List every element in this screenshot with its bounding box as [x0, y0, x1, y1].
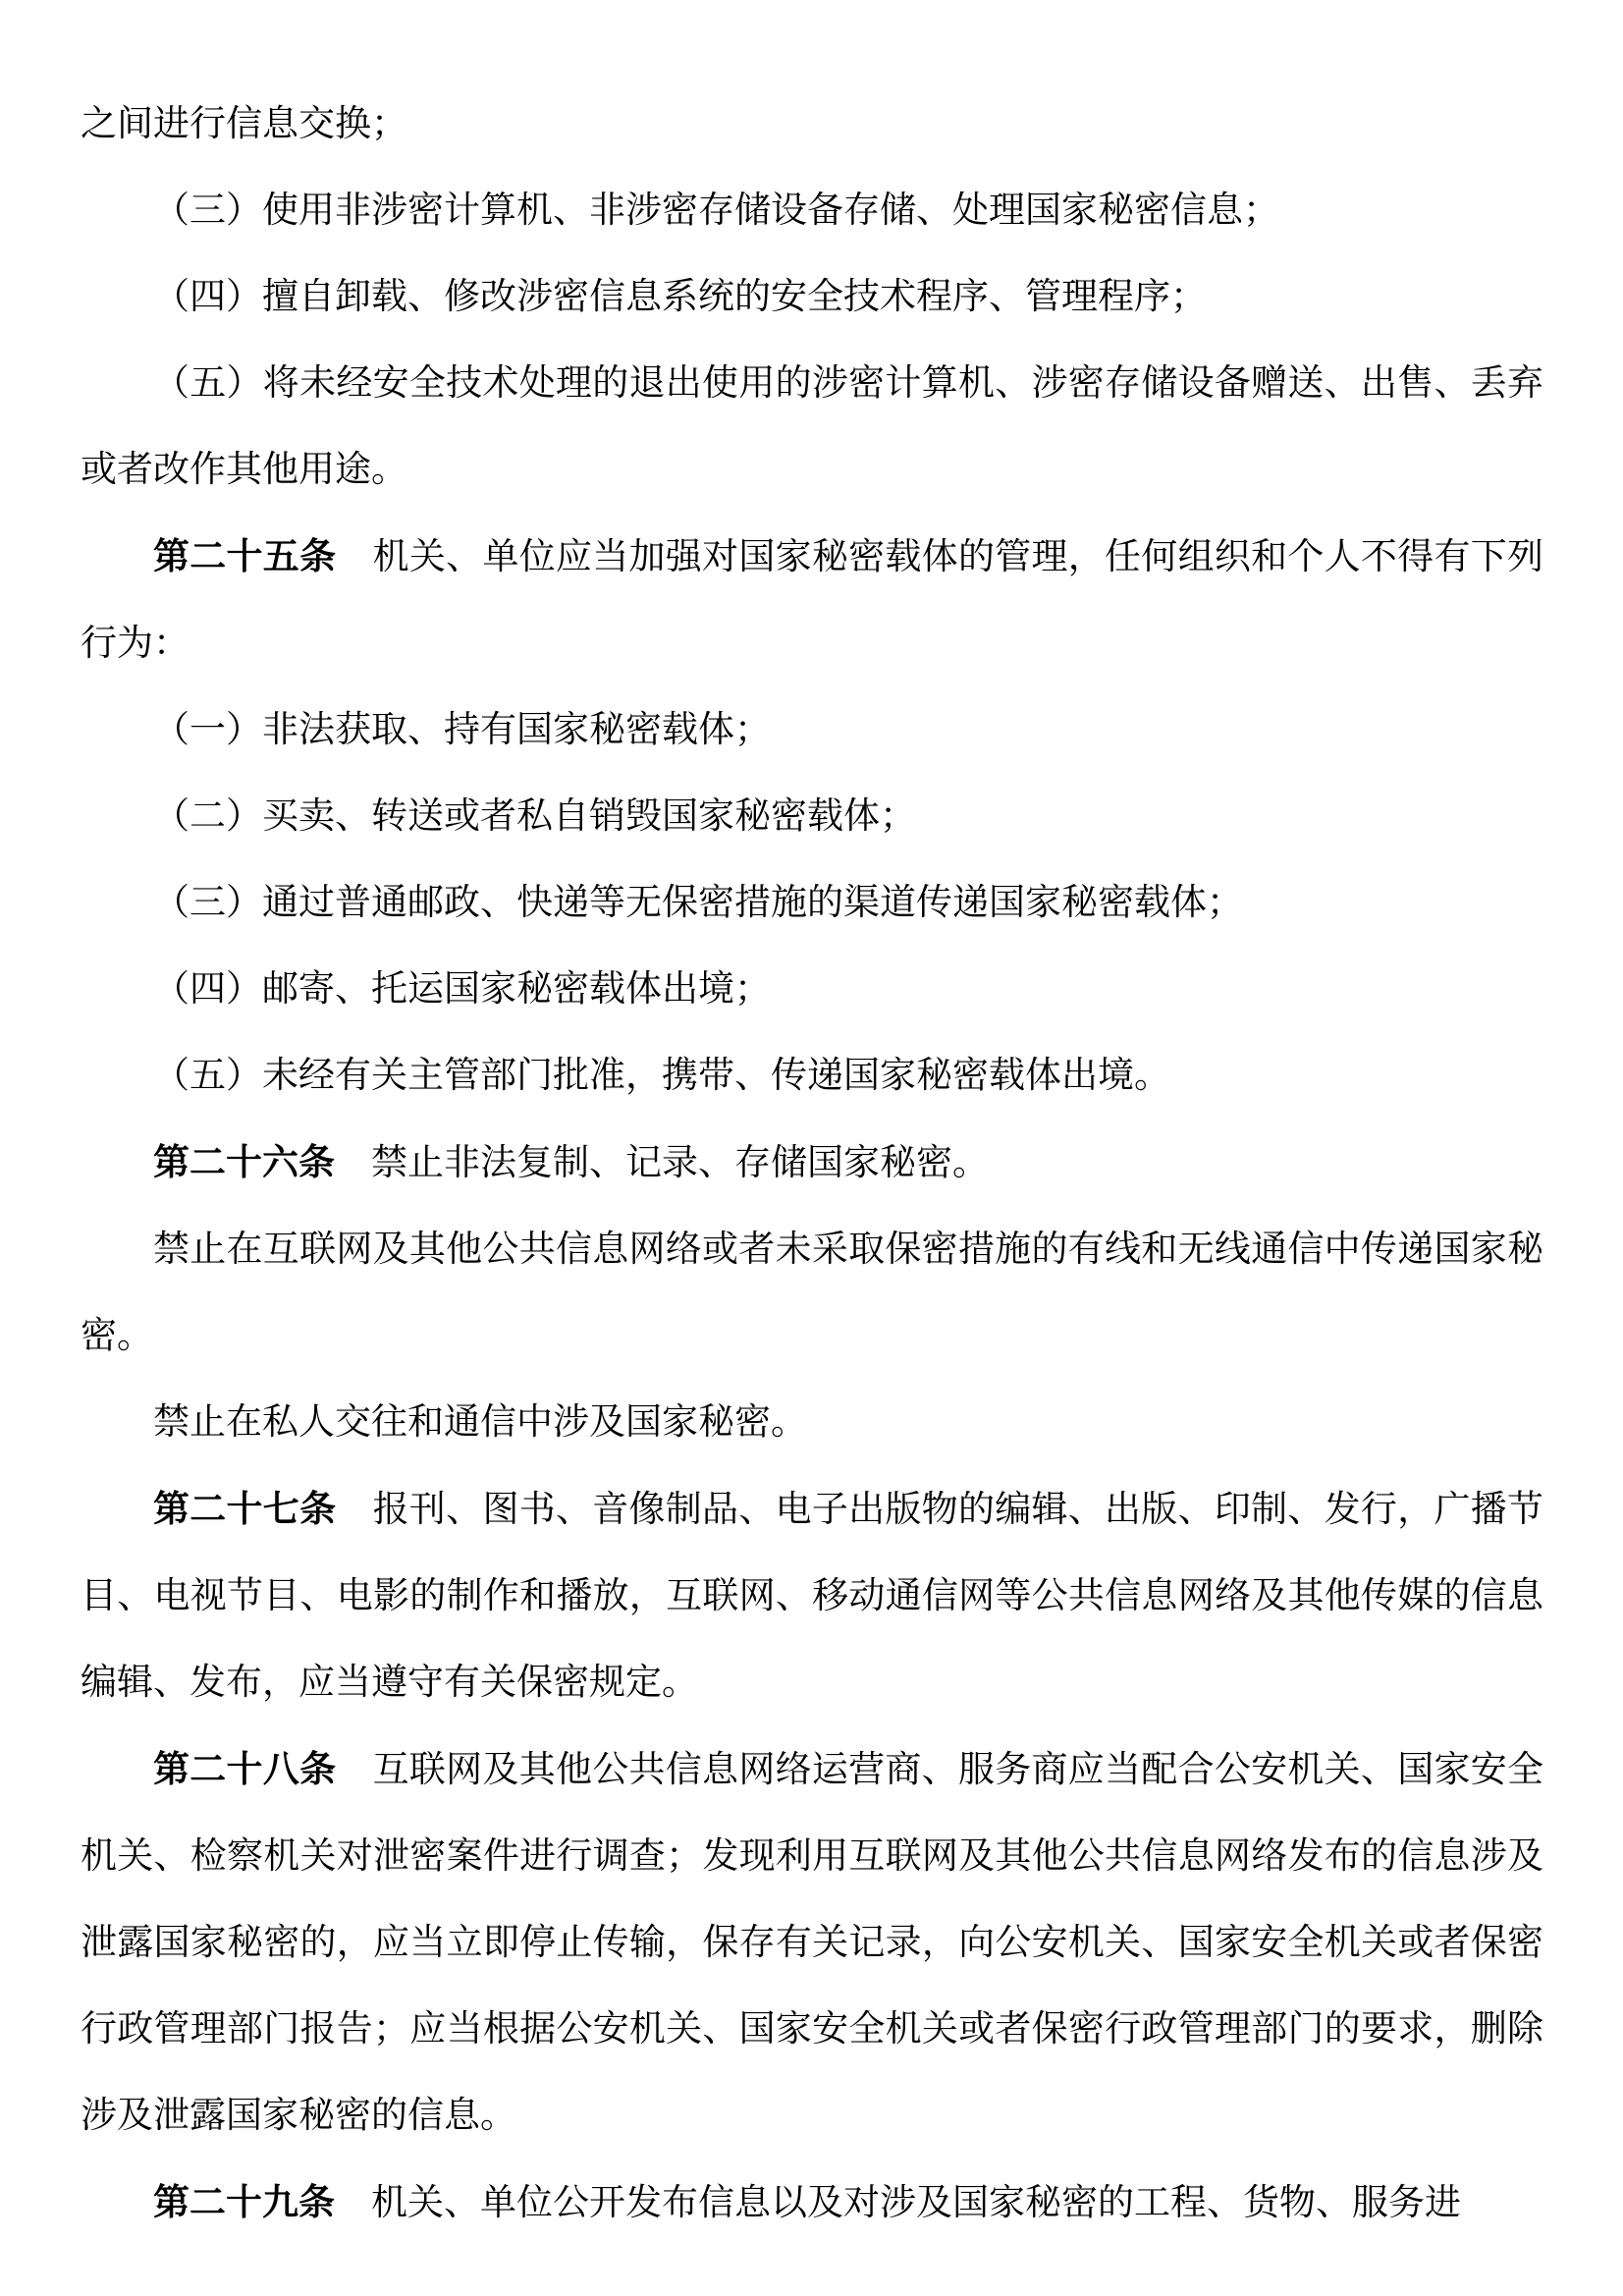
- paragraph-text: （三）使用非涉密计算机、非涉密存储设备存储、处理国家秘密信息；: [153, 189, 1279, 231]
- article-paragraph: [81, 513, 1543, 686]
- paragraph: [81, 253, 1543, 340]
- paragraph: [81, 167, 1543, 253]
- article-paragraph: [81, 1465, 1543, 1725]
- paragraph-text: （四）擅自卸载、修改涉密信息系统的安全技术程序、管理程序；: [153, 275, 1207, 317]
- paragraph: [81, 1379, 1543, 1465]
- article-paragraph: [81, 1725, 1543, 2159]
- paragraph: [81, 1032, 1543, 1119]
- paragraph-text: （五）未经有关主管部门批准，携带、传递国家秘密载体出境。: [153, 1054, 1170, 1096]
- article-number: 第二十五条: [153, 534, 337, 577]
- article-paragraph: [81, 1119, 1543, 1206]
- paragraph-text: 禁止在私人交往和通信中涉及国家秘密。: [153, 1400, 807, 1443]
- paragraph-text: 互联网及其他公共信息网络运营商、服务商应当配合公安机关、国家安全机关、检察机关对泄密案件进行调查；发现利用互联网及其他公共信息网络发布的信息涉及泄露国家秘密的，应当立即停止传输，保存有关记录，向公安机关、国家安全机关或者保密行政管理部门报告；应当根据公安机关、国家安全机关或者保密行政管理部门的要求，删除涉及泄露国家秘密的信息。: [81, 1748, 1544, 2136]
- paragraph-text: 之间进行信息交换；: [81, 102, 407, 144]
- article-number: 第二十六条: [153, 1140, 335, 1183]
- paragraph-text: 报刊、图书、音像制品、电子出版物的编辑、出版、印制、发行，广播节目、电视节目、电影的制作和播放，互联网、移动通信网等公共信息网络及其他传媒的信息编辑、发布，应当遵守有关保密规定。: [81, 1488, 1544, 1703]
- paragraph-text: 禁止非法复制、记录、存储国家秘密。: [335, 1141, 989, 1183]
- article-number: 第二十九条: [153, 2180, 335, 2223]
- paragraph-text: （一）非法获取、持有国家秘密载体；: [153, 708, 771, 750]
- paragraph-text: 机关、单位公开发布信息以及对涉及国家秘密的工程、货物、服务进: [335, 2181, 1461, 2223]
- paragraph-text: 禁止在互联网及其他公共信息网络或者未采取保密措施的有线和无线通信中传递国家秘密。: [81, 1228, 1543, 1356]
- paragraph-text: （五）将未经安全技术处理的退出使用的涉密计算机、涉密存储设备赠送、出售、丢弃或者改作其他用途。: [81, 361, 1543, 490]
- paragraph: [81, 81, 1543, 167]
- paragraph-text: （二）买卖、转送或者私自销毁国家秘密载体；: [153, 794, 916, 837]
- paragraph-text: （四）邮寄、托运国家秘密载体出境；: [153, 967, 771, 1010]
- paragraph: [81, 859, 1543, 946]
- paragraph-text: （三）通过普通邮政、快递等无保密措施的渠道传递国家秘密载体；: [153, 881, 1243, 923]
- paragraph: [81, 946, 1543, 1032]
- document-page: [81, 0, 1543, 2246]
- article-paragraph: [81, 2159, 1543, 2246]
- paragraph: [81, 773, 1543, 859]
- paragraph: [81, 686, 1543, 773]
- paragraph: [81, 1206, 1543, 1379]
- article-number: 第二十八条: [153, 1747, 337, 1790]
- article-number: 第二十七条: [153, 1487, 337, 1530]
- paragraph: [81, 340, 1543, 513]
- paragraph-text: 机关、单位应当加强对国家秘密载体的管理，任何组织和个人不得有下列行为：: [81, 535, 1544, 664]
